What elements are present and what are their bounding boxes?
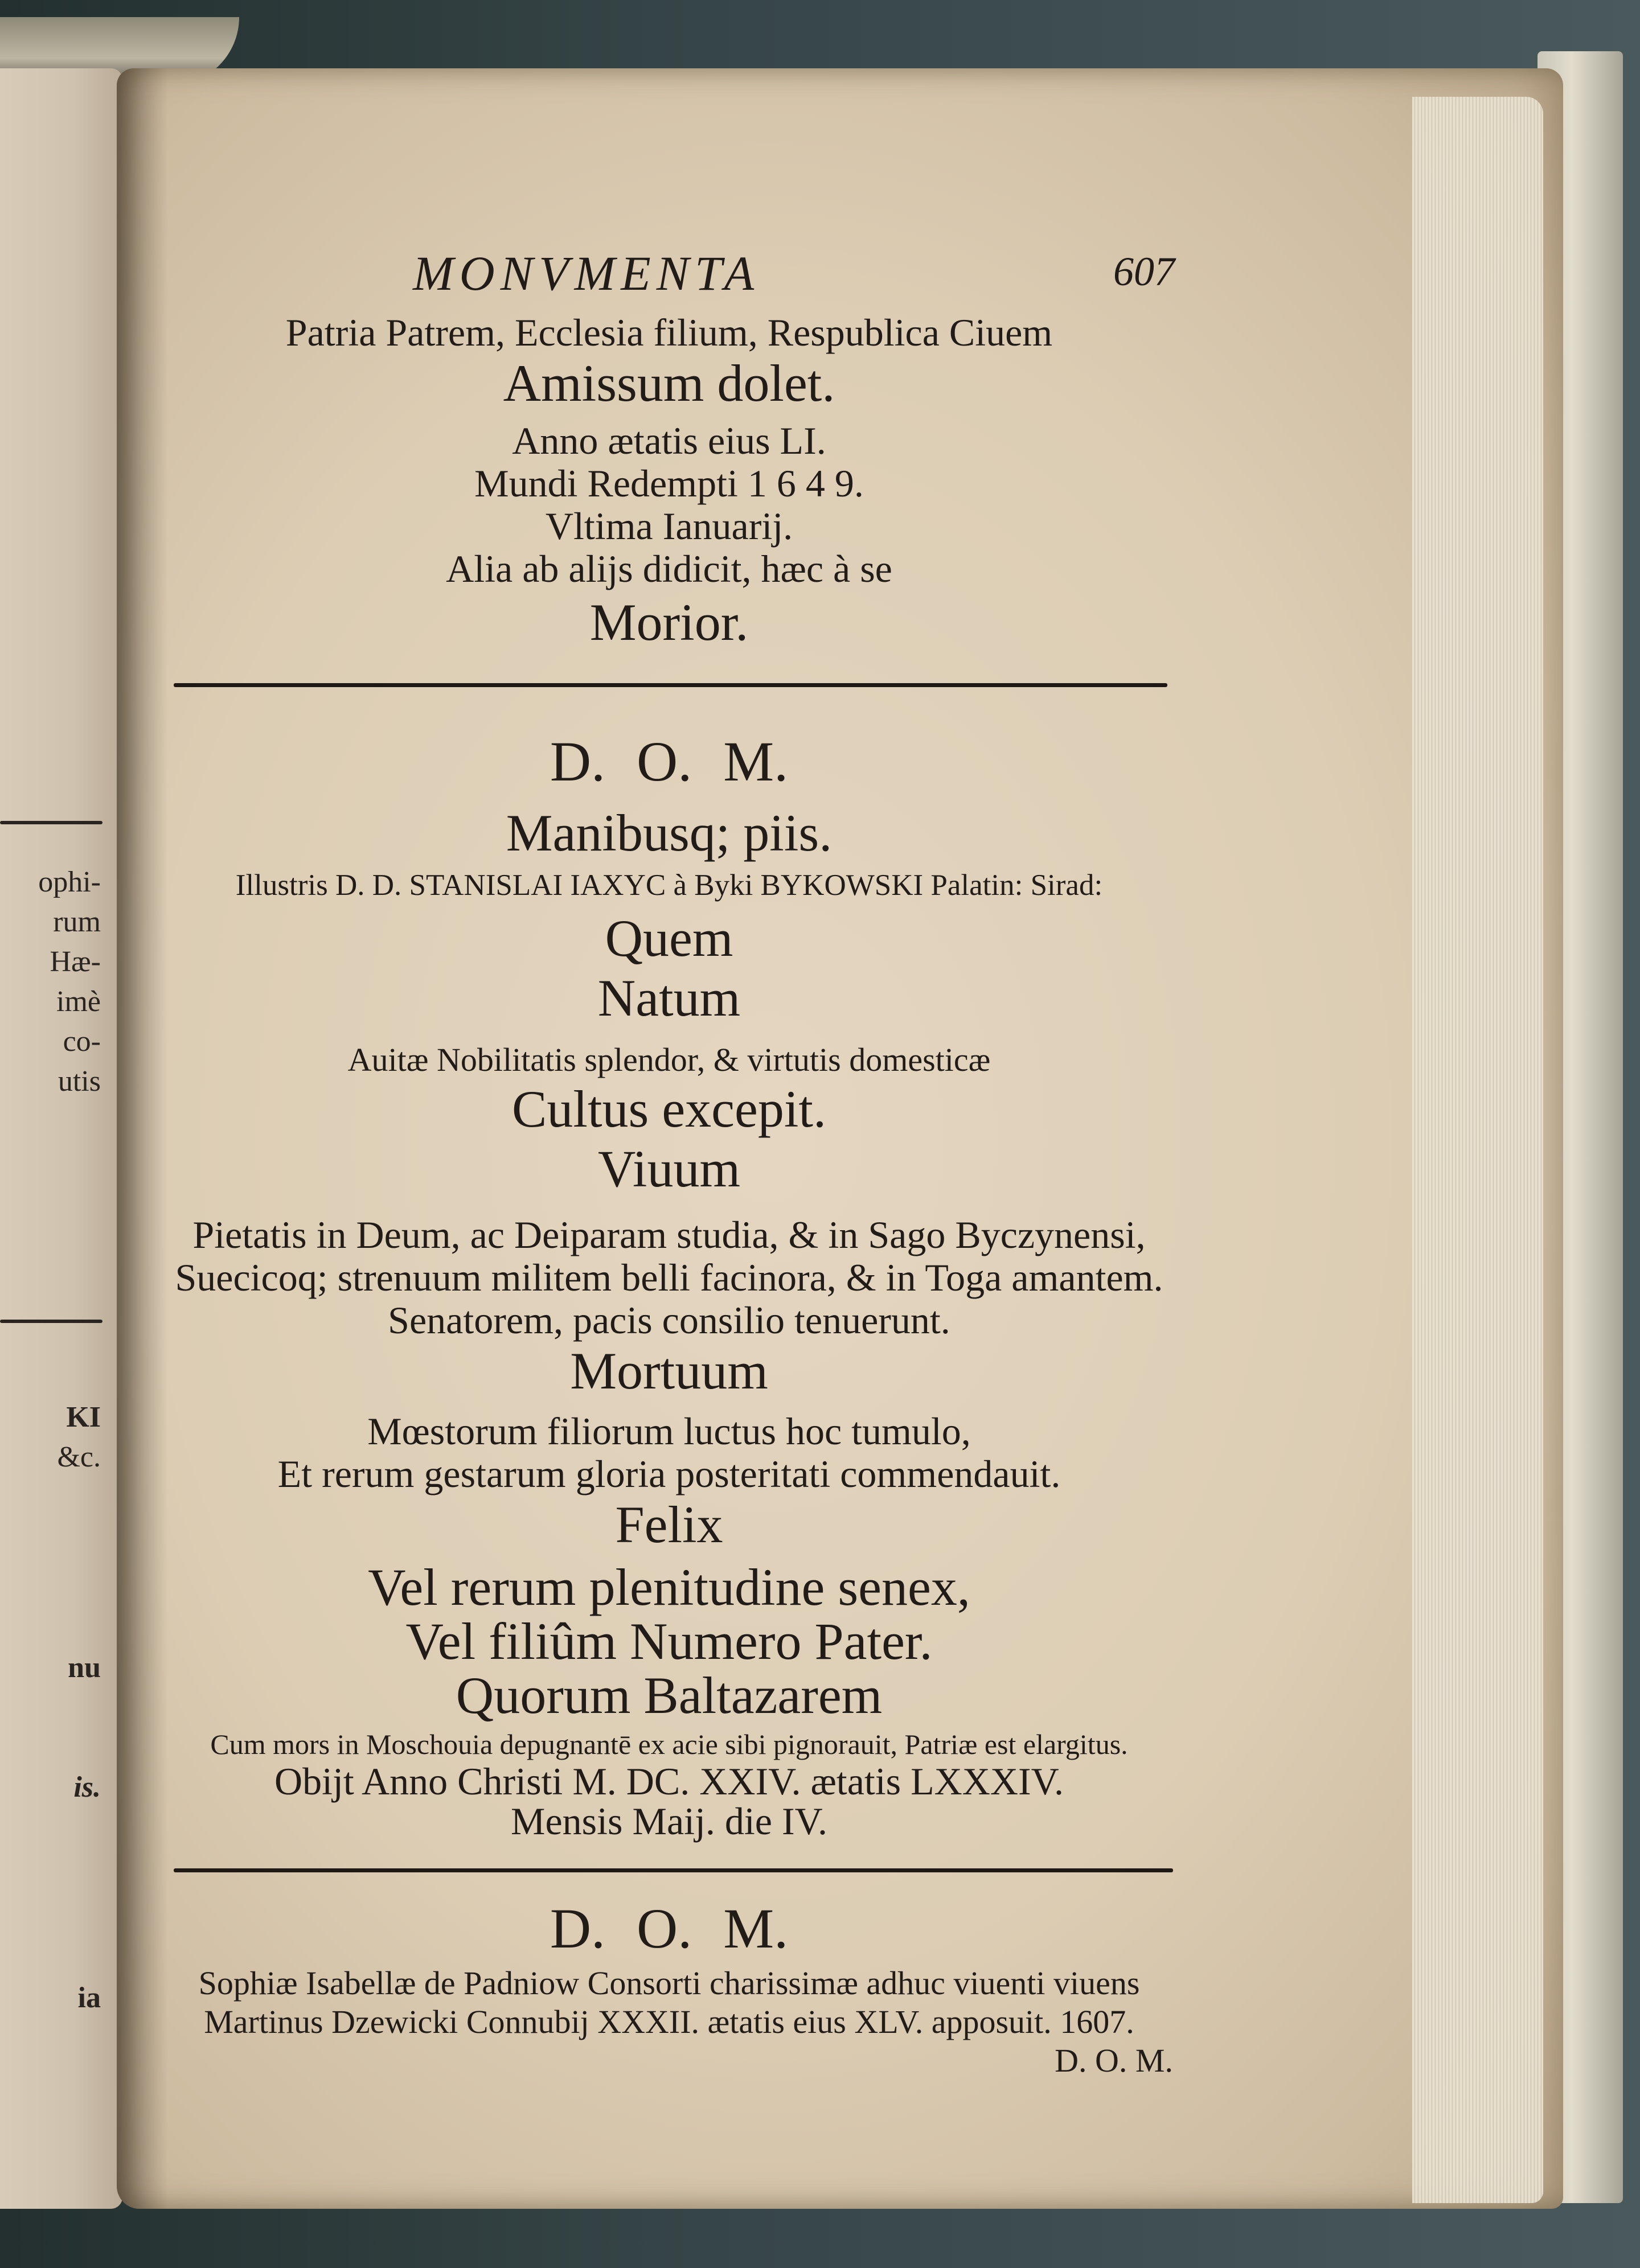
section-divider [174,1868,1173,1872]
epitaph-2-line: Felix [615,1495,723,1554]
epitaph-2-line: Quem [605,909,733,967]
left-fragment: ia [77,1982,101,2014]
epitaph-1-line: Mundi Redempti 1 6 4 9. [474,462,864,505]
epitaph-2-line: Vel rerum plenitudine senex, [368,1558,970,1616]
running-title: MONVMENTA [413,246,760,301]
epitaph-3-heading: D. O. M. [550,1897,789,1960]
epitaph-2-line: Suecicoq; strenuum militem belli facinora, & in Toga amantem. [175,1256,1163,1299]
page-content [117,68,1563,2209]
epitaph-1-line: Patria Patrem, Ecclesia filium, Respublica Ciuem [285,311,1053,354]
epitaph-2-line: Senatorem, pacis consilio tenuerunt. [388,1299,950,1342]
epitaph-2-line: Cultus excepit. [512,1080,826,1138]
epitaph-2-line: Cum mors in Moschouia depugnantē ex acie sibi pignorauit, Patriæ est elargitus. [210,1728,1128,1760]
epitaph-2-line: Quorum Baltazarem [456,1666,883,1724]
epitaph-2-line: Obijt Anno Christi M. DC. XXIV. ætatis LXXXIV. [274,1760,1064,1803]
left-fragment: &c. [57,1441,101,1473]
left-fragment: is. [73,1771,101,1803]
epitaph-1-line: Amissum dolet. [503,354,835,412]
left-fragment: utis [58,1065,101,1098]
epitaph-2-line: Natum [597,969,741,1027]
epitaph-2-line: Mortuum [570,1342,768,1400]
left-fragment: imè [56,985,101,1018]
epitaph-2-heading: D. O. M. [550,730,789,793]
epitaph-2-line: Pietatis in Deum, ac Deiparam studia, & in Sago Byczynensi, [192,1213,1146,1256]
epitaph-2-line: Illustris D. D. STANISLAI IAXYC à Byki BYKOWSKI Palatin: Sirad: [235,869,1103,902]
page-number: 607 [1113,249,1175,294]
epitaph-2-line: Manibusq; piis. [506,804,833,862]
epitaph-2-line: Viuum [597,1140,741,1198]
section-divider [174,683,1167,687]
epitaph-1-line: Anno ætatis eius LI. [512,419,826,462]
left-fragment: KI [66,1401,101,1433]
epitaph-1-line: Alia ab alijs didicit, hæc à se [446,547,892,590]
left-fragment: nu [68,1651,101,1684]
epitaph-1-line: Vltima Ianuarij. [545,504,793,548]
epitaph-2-line: Mensis Maij. die IV. [511,1799,827,1843]
epitaph-1-line: Morior. [589,593,749,651]
epitaph-3-line: D. O. M. [1055,2042,1173,2079]
left-fragment: co- [63,1025,101,1058]
epitaph-3-line: Sophiæ Isabellæ de Padniow Consorti charissimæ adhuc viuenti viuens [198,1965,1140,2002]
left-fragment: Hæ- [50,946,101,978]
left-fragment: rum [53,906,101,938]
epitaph-2-line: Vel filiûm Numero Pater. [405,1612,933,1670]
epitaph-3-line: Martinus Dzewicki Connubij XXXII. ætatis eius XLV. apposuit. 1607. [204,2003,1134,2040]
epitaph-2-line: Mœstorum filiorum luctus hoc tumulo, [367,1410,971,1453]
left-fragment: ophi- [38,866,101,898]
epitaph-2-line: Auitæ Nobilitatis splendor, & virtutis domesticæ [347,1041,991,1078]
epitaph-2-line: Et rerum gestarum gloria posteritati commendauit. [277,1452,1061,1495]
